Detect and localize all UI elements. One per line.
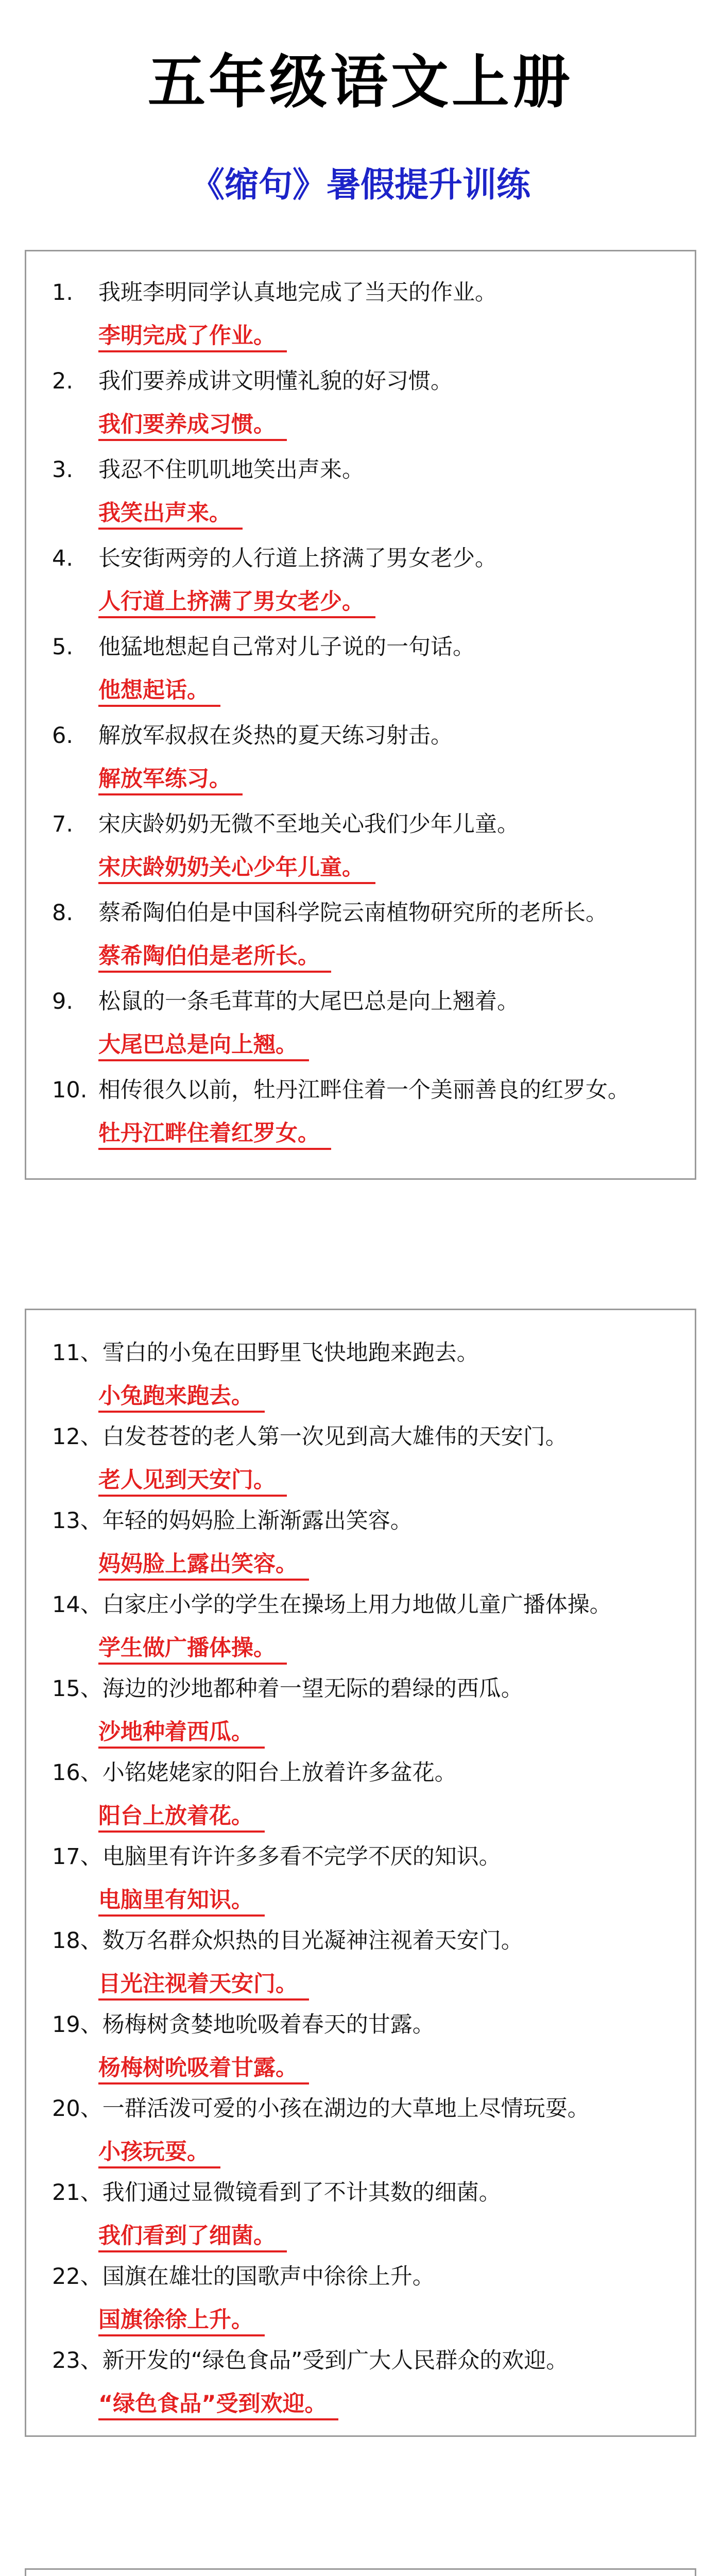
answer-text: 解放军练习。 — [98, 765, 243, 795]
exercise-item — [26, 1506, 695, 1595]
question-number: 19、 — [52, 2012, 102, 2038]
question-sentence: 一群活泼可爱的小孩在湖边的大草地上尽情玩耍。 — [102, 2096, 590, 2122]
question-text — [52, 455, 364, 484]
answer-text: 沙地种着西瓜。 — [98, 1718, 265, 1749]
question-number: 22、 — [52, 2264, 102, 2290]
exercise-item — [26, 2262, 695, 2351]
answer-text: 大尾巴总是向上翘。 — [98, 1030, 309, 1061]
exercise-item — [26, 2094, 695, 2183]
question-text — [52, 633, 475, 662]
question-sentence: 电脑里有许许多多看不完学不厌的知识。 — [102, 1844, 501, 1870]
answer-text: 电脑里有知识。 — [98, 1886, 265, 1917]
question-text — [52, 1076, 630, 1105]
exercise-item — [26, 2178, 695, 2267]
question-number: 7. — [52, 811, 74, 837]
question-sentence: 宋庆龄奶奶无微不至地关心我们少年儿童。 — [98, 811, 519, 837]
question-text — [52, 721, 453, 750]
exercise-section-1 — [25, 250, 696, 1180]
question-sentence: 长安街两旁的人行道上挤满了男女老少。 — [98, 546, 497, 571]
exercise-item — [26, 1422, 695, 1511]
question-sentence: 小铭姥姥家的阳台上放着许多盆花。 — [102, 1760, 457, 1786]
question-sentence: 白发苍苍的老人第一次见到高大雄伟的天安门。 — [102, 1424, 568, 1450]
question-number: 21、 — [52, 2180, 102, 2206]
question-number: 12、 — [52, 1424, 102, 1450]
answer-text: 他想起话。 — [98, 676, 220, 707]
page-subtitle: 《缩句》暑假提升训练 — [191, 165, 530, 205]
question-text — [52, 367, 453, 396]
question-text — [52, 810, 519, 839]
answer-text: 目光注视着天安门。 — [98, 1970, 309, 2001]
question-sentence: 相传很久以前，牡丹江畔住着一个美丽善良的红罗女。 — [98, 1077, 630, 1103]
question-text — [52, 2010, 435, 2039]
question-text — [52, 899, 608, 927]
exercise-item — [26, 1076, 695, 1164]
exercise-item — [26, 367, 695, 455]
question-text — [52, 278, 497, 307]
question-number: 14、 — [52, 1592, 102, 1618]
answer-text: 小兔跑来跑去。 — [98, 1382, 265, 1413]
question-text — [52, 1674, 523, 1703]
question-number: 13、 — [52, 1508, 102, 1534]
question-text — [52, 1422, 568, 1451]
answer-text: “绿色食品”受到欢迎。 — [98, 2389, 338, 2420]
question-number: 1. — [52, 280, 74, 306]
exercise-item — [26, 899, 695, 987]
question-number: 23、 — [52, 2348, 102, 2374]
exercise-section-3 — [25, 2568, 696, 2576]
answer-text: 老人见到天安门。 — [98, 1466, 287, 1497]
question-sentence: 白家庄小学的学生在操场上用力地做儿童广播体操。 — [102, 1592, 612, 1618]
question-text — [52, 2262, 435, 2291]
question-number: 2. — [52, 368, 74, 394]
exercise-item — [26, 1926, 695, 2015]
answer-text: 小孩玩耍。 — [98, 2138, 220, 2168]
question-text — [52, 2094, 590, 2123]
question-text — [52, 1758, 457, 1787]
exercise-item — [26, 810, 695, 899]
question-number: 20、 — [52, 2096, 102, 2122]
question-text — [52, 1338, 479, 1367]
question-sentence: 我班李明同学认真地完成了当天的作业。 — [98, 280, 497, 306]
question-sentence: 他猛地想起自己常对儿子说的一句话。 — [98, 634, 475, 660]
question-number: 15、 — [52, 1676, 102, 1702]
question-sentence: 解放军叔叔在炎热的夏天练习射击。 — [98, 723, 453, 749]
exercise-item — [26, 2346, 695, 2435]
answer-text: 我们看到了细菌。 — [98, 2222, 287, 2252]
question-sentence: 我们要养成讲文明懂礼貌的好习惯。 — [98, 368, 453, 394]
question-sentence: 我们通过显微镜看到了不计其数的细菌。 — [102, 2180, 501, 2206]
answer-text: 宋庆龄奶奶关心少年儿童。 — [98, 853, 375, 884]
question-sentence: 松鼠的一条毛茸茸的大尾巴总是向上翘着。 — [98, 989, 519, 1014]
question-number: 16、 — [52, 1760, 102, 1786]
question-number: 8. — [52, 900, 74, 926]
exercise-section-2 — [25, 1309, 696, 2437]
question-sentence: 蔡希陶伯伯是中国科学院云南植物研究所的老所长。 — [98, 900, 608, 926]
question-text — [52, 987, 519, 1016]
answer-text: 我们要养成习惯。 — [98, 410, 287, 441]
exercise-item — [26, 1590, 695, 1679]
exercise-item — [26, 987, 695, 1076]
exercise-item — [26, 278, 695, 367]
exercise-item — [26, 633, 695, 721]
question-number: 6. — [52, 723, 74, 749]
exercise-item — [26, 721, 695, 810]
exercise-item — [26, 1674, 695, 1763]
question-number: 10. — [52, 1077, 88, 1103]
answer-text: 国旗徐徐上升。 — [98, 2306, 265, 2336]
question-text — [52, 544, 497, 573]
exercise-item — [26, 2010, 695, 2099]
question-number: 17、 — [52, 1844, 102, 1870]
question-text — [52, 2178, 501, 2207]
answer-text: 学生做广播体操。 — [98, 1634, 287, 1665]
question-sentence: 年轻的妈妈脸上渐渐露出笑容。 — [102, 1508, 413, 1534]
answer-text: 牡丹江畔住着红罗女。 — [98, 1119, 331, 1150]
exercise-item — [26, 1842, 695, 1931]
answer-text: 杨梅树吮吸着甘露。 — [98, 2054, 309, 2084]
question-text — [52, 1842, 501, 1871]
question-sentence: 数万名群众炽热的目光凝神注视着天安门。 — [102, 1928, 523, 1954]
question-text — [52, 2346, 568, 2375]
question-sentence: 新开发的“绿色食品”受到广大人民群众的欢迎。 — [102, 2348, 569, 2374]
answer-text: 蔡希陶伯伯是老所长。 — [98, 942, 331, 973]
exercise-item — [26, 455, 695, 544]
answer-text: 妈妈脸上露出笑容。 — [98, 1550, 309, 1581]
question-text — [52, 1590, 612, 1619]
question-sentence: 杨梅树贪婪地吮吸着春天的甘露。 — [102, 2012, 435, 2038]
question-number: 9. — [52, 989, 74, 1014]
exercise-item — [26, 1758, 695, 1847]
answer-text: 我笑出声来。 — [98, 499, 243, 530]
question-number: 3. — [52, 457, 74, 483]
question-sentence: 雪白的小兔在田野里飞快地跑来跑去。 — [102, 1340, 479, 1366]
exercise-item — [26, 1338, 695, 1427]
answer-text: 李明完成了作业。 — [98, 321, 287, 352]
question-number: 5. — [52, 634, 74, 660]
question-sentence: 我忍不住叽叽地笑出声来。 — [98, 457, 364, 483]
answer-text: 阳台上放着花。 — [98, 1802, 265, 1833]
question-number: 18、 — [52, 1928, 102, 1954]
exercise-item — [26, 544, 695, 633]
question-sentence: 国旗在雄壮的国歌声中徐徐上升。 — [102, 2264, 435, 2290]
question-sentence: 海边的沙地都种着一望无际的碧绿的西瓜。 — [102, 1676, 523, 1702]
question-text — [52, 1506, 413, 1535]
page-title: 五年级语文上册 — [148, 48, 573, 116]
question-text — [52, 1926, 523, 1955]
answer-text: 人行道上挤满了男女老少。 — [98, 587, 375, 618]
question-number: 4. — [52, 546, 74, 571]
question-number: 11、 — [52, 1340, 102, 1366]
